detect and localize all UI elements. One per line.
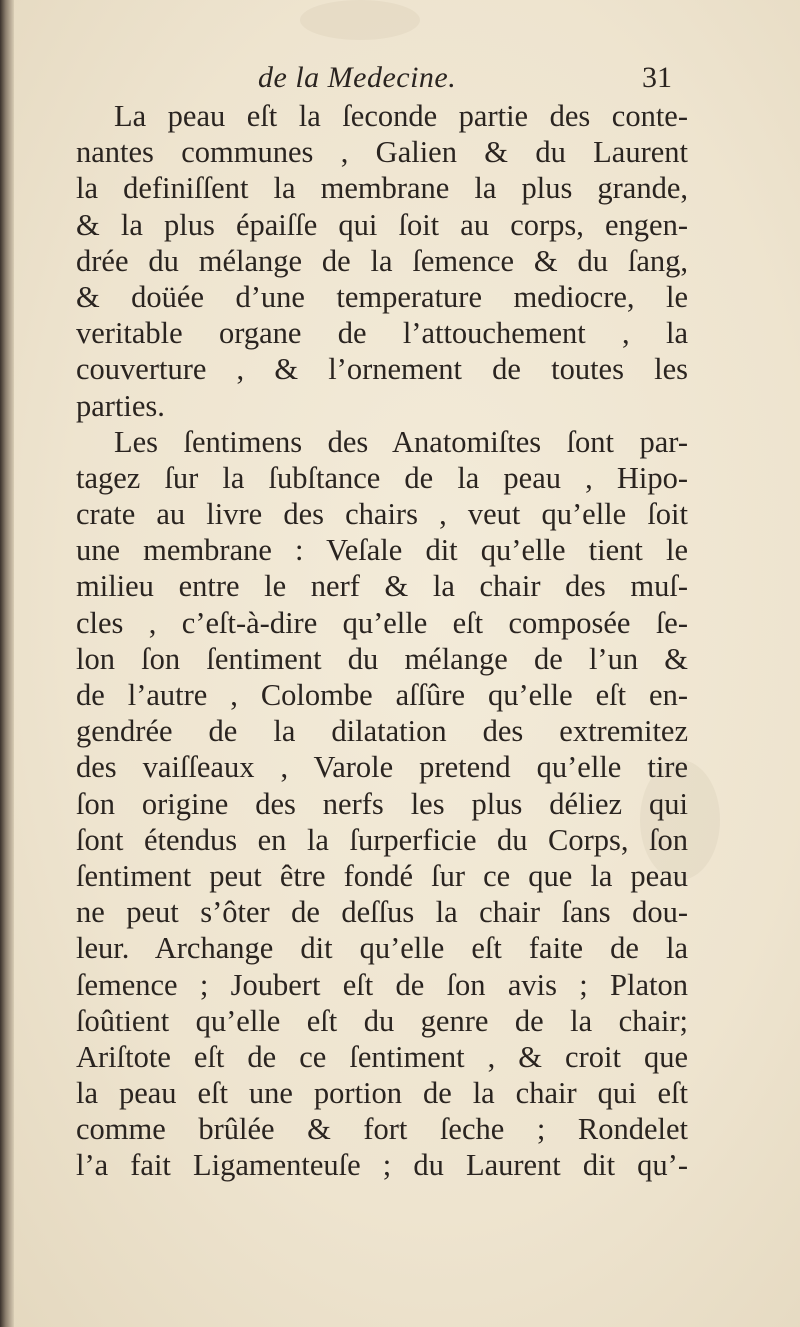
text-line: & la plus épaiſſe qui ſoit au corps, engen- [76, 207, 688, 242]
text-line: ſemence ; Joubert eſt de ſon avis ; Platon [76, 967, 688, 1002]
text-line: couverture , & l’ornement de toutes les [76, 352, 688, 387]
text-line: Les ſentimens des Anatomiſtes ſont par- [114, 424, 688, 459]
text-line: La peau eſt la ſeconde partie des conte- [114, 99, 688, 133]
running-title: de la Medecine. [258, 61, 457, 94]
text-line: gendrée de la dilatation des extremitez [76, 714, 688, 749]
text-line: crate au livre des chairs , veut qu’elle ſoit [76, 497, 688, 532]
binding-edge [0, 0, 14, 1327]
text-line: drée du mélange de la ſemence & du ſang, [76, 243, 688, 278]
text-line: nantes communes , Galien & du Laurent [76, 135, 688, 170]
paper-stain [300, 0, 420, 40]
body-text [76, 98, 688, 1184]
text-line: ſont étendus en la ſurperficie du Corps, ſon [76, 822, 688, 857]
text-line: Ariſtote eſt de ce ſentiment , & croit que [76, 1039, 688, 1074]
text-line: ſon origine des nerfs les plus déliez qui [76, 786, 688, 821]
text-line: des vaiſſeaux , Varole pretend qu’elle tire [76, 750, 688, 785]
text-line: la peau eſt une portion de la chair qui eſt [76, 1076, 688, 1111]
page-header [0, 58, 800, 98]
text-line: leur. Archange dit qu’elle eſt faite de la [76, 931, 688, 966]
text-line: ſentiment peut être fondé ſur ce que la peau [76, 858, 688, 893]
text-line: de l’autre , Colombe aſſûre qu’elle eſt en- [76, 678, 688, 712]
text-line: cles , c’eſt-à-dire qu’elle eſt composée ſe- [76, 605, 688, 640]
text-line: milieu entre le nerf & la chair des muſ- [76, 569, 688, 604]
text-line: ne peut s’ôter de deſſus la chair ſans dou- [76, 895, 688, 930]
text-line: ſoûtient qu’elle eſt du genre de la chair; [76, 1003, 688, 1038]
text-line: tagez ſur la ſubſtance de la peau , Hipo- [76, 460, 688, 495]
text-line: une membrane : Veſale dit qu’elle tient le [76, 533, 688, 568]
text-line: parties. [76, 388, 165, 423]
text-line: veritable organe de l’attouchement , la [76, 316, 688, 351]
text-line: comme brûlée & fort ſeche ; Rondelet [76, 1112, 688, 1147]
page-number: 31 [642, 61, 672, 94]
text-line: lon ſon ſentiment du mélange de l’un & [76, 641, 688, 676]
text-line: l’a fait Ligamenteuſe ; du Laurent dit qu’- [76, 1148, 688, 1183]
text-line: & doüée d’une temperature mediocre, le [76, 279, 688, 314]
text-line: la definiſſent la membrane la plus grande, [76, 171, 688, 206]
